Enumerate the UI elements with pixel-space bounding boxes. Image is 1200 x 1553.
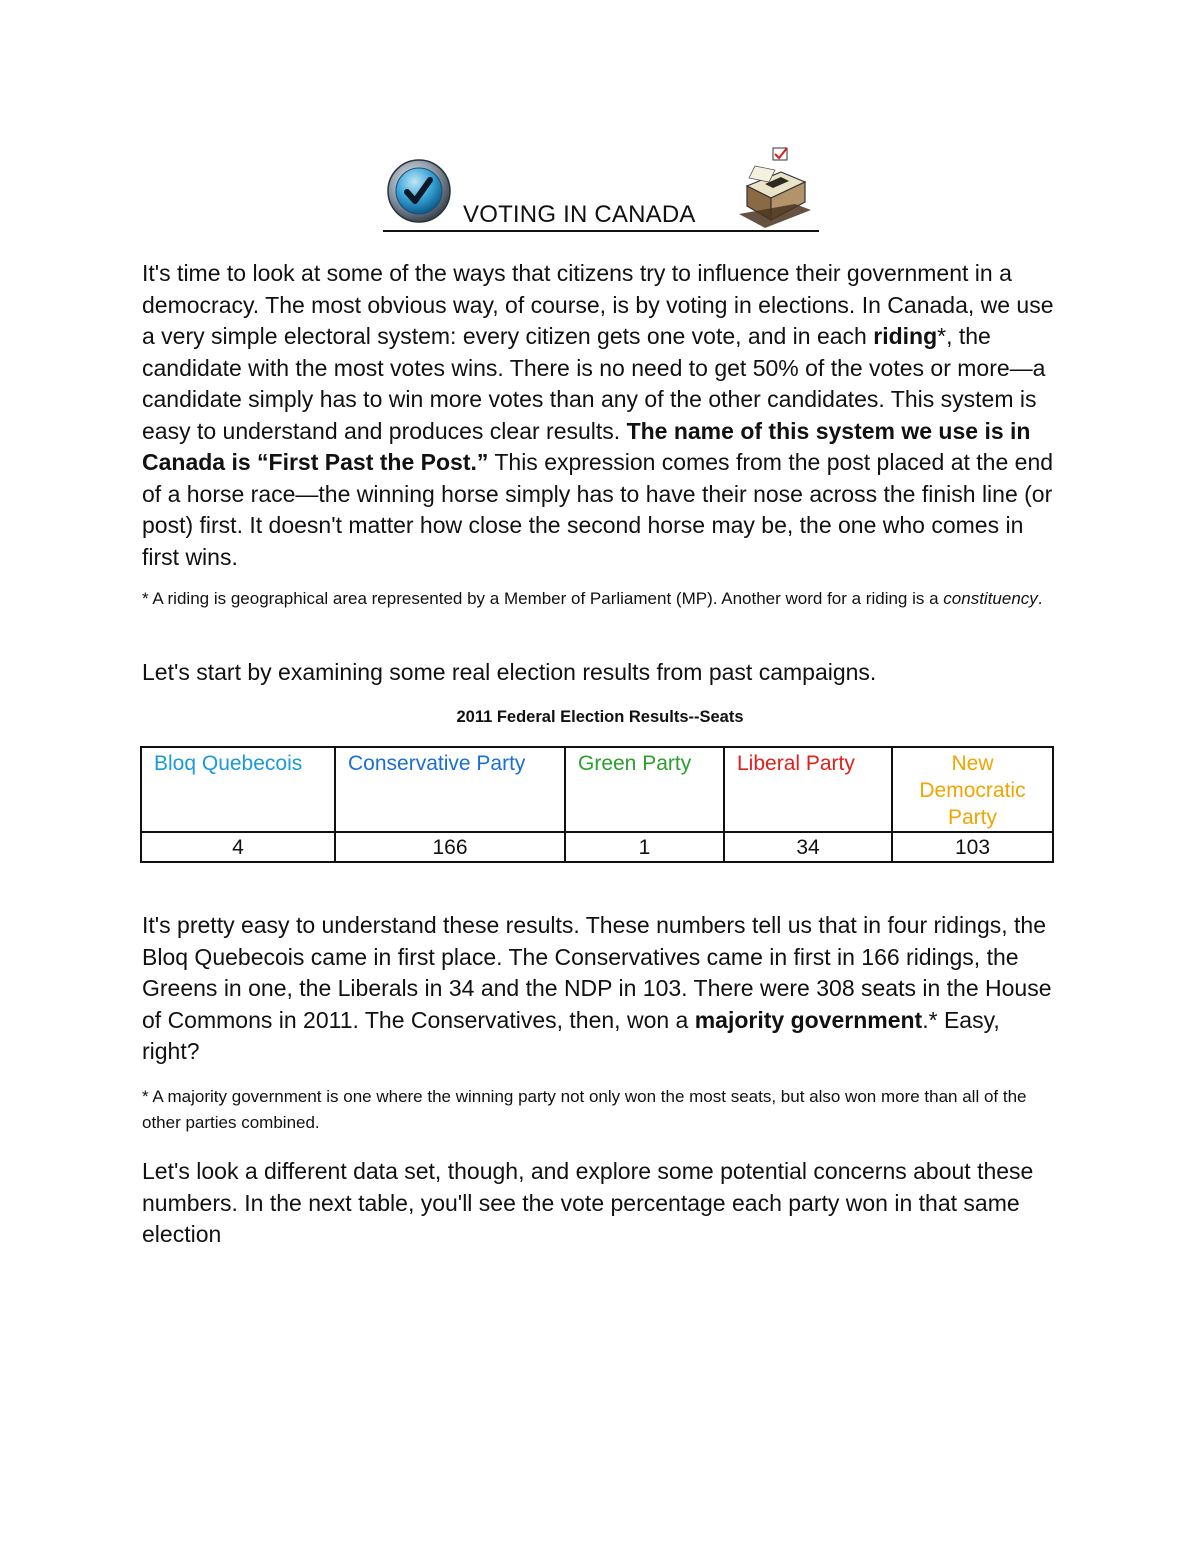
system-name-sentence: The name of this system we use is in Canada is “First Past the Post.”	[142, 417, 1031, 475]
table-header-row	[141, 747, 1053, 832]
table-row	[141, 832, 1053, 862]
party-header-green: Green Party	[565, 747, 724, 832]
seats-results-table	[140, 746, 1054, 863]
party-header-liberal: Liberal Party	[724, 747, 892, 832]
seats-liberal: 34	[724, 832, 892, 862]
intro-paragraph	[142, 258, 1062, 573]
closing-paragraph: Let's look a different data set, though, and explore some potential concerns about these numbers. In the next table, you'll see the vote percentage each party won in that same election	[142, 1158, 1034, 1247]
intro-text-2: *, the candidate with the most votes wins. There is no need to get 50% of the votes or more—a candidate simply has to win more votes than any of the other candidates. This system is easy to understand and produces clear results.	[142, 323, 1046, 444]
party-header-bloc: Bloq Quebecois	[141, 747, 335, 832]
seats-green: 1	[565, 832, 724, 862]
constituency-term: constituency	[943, 589, 1038, 608]
intro-text-1: It's time to look at some of the ways that citizens try to influence their government in a democracy. The most obvious way, of course, is by voting in elections. In Canada, we use a very simple electoral system: every citizen gets one vote, and in each	[142, 260, 1054, 349]
title-block	[383, 146, 819, 232]
page-title: VOTING IN CANADA	[463, 201, 696, 228]
table-caption: 2011 Federal Election Results--Seats	[456, 708, 744, 726]
riding-term: riding	[873, 323, 938, 349]
intro-text-3: This expression comes from the post placed at the end of a horse race—the winning horse simply has to have their nose across the finish line (or post) first. It doesn't matter how close the second horse may be, the one who comes in first wins.	[142, 449, 1054, 570]
seats-ndp: 103	[892, 832, 1053, 862]
party-header-conservative: Conservative Party	[335, 747, 565, 832]
ballot-box-icon	[735, 146, 815, 228]
majority-government-term: majority government	[694, 1006, 923, 1033]
riding-note-text: * A riding is geographical area represented by a Member of Parliament (MP). Another word for a riding is a	[142, 589, 944, 608]
seats-bloc: 4	[141, 832, 335, 862]
results-text-1: It's pretty easy to understand these results. These numbers tell us that in four ridings, the Bloq Quebecois came in first place. The Conservatives came in first in 166 ridings, the Greens in one, the Liberals in 34 and the NDP in 103. There were 308 seats in the House of Commons in 2011. The Conservatives, then, won a	[142, 912, 1052, 1033]
majority-footnote: * A majority government is one where the winning party not only won the most seats, but also won more than all of the other parties combined.	[142, 1087, 1027, 1132]
results-text-2: .* Easy, right?	[142, 1006, 1000, 1064]
checkmark-icon	[386, 158, 452, 224]
riding-footnote	[142, 586, 1062, 612]
party-header-ndp: New Democratic Party	[892, 747, 1053, 832]
riding-note-end: .	[1037, 589, 1043, 608]
results-paragraph	[142, 910, 1062, 1068]
lead-in-sentence: Let's start by examining some real election results from past campaigns.	[142, 659, 877, 685]
seats-conservative: 166	[335, 832, 565, 862]
